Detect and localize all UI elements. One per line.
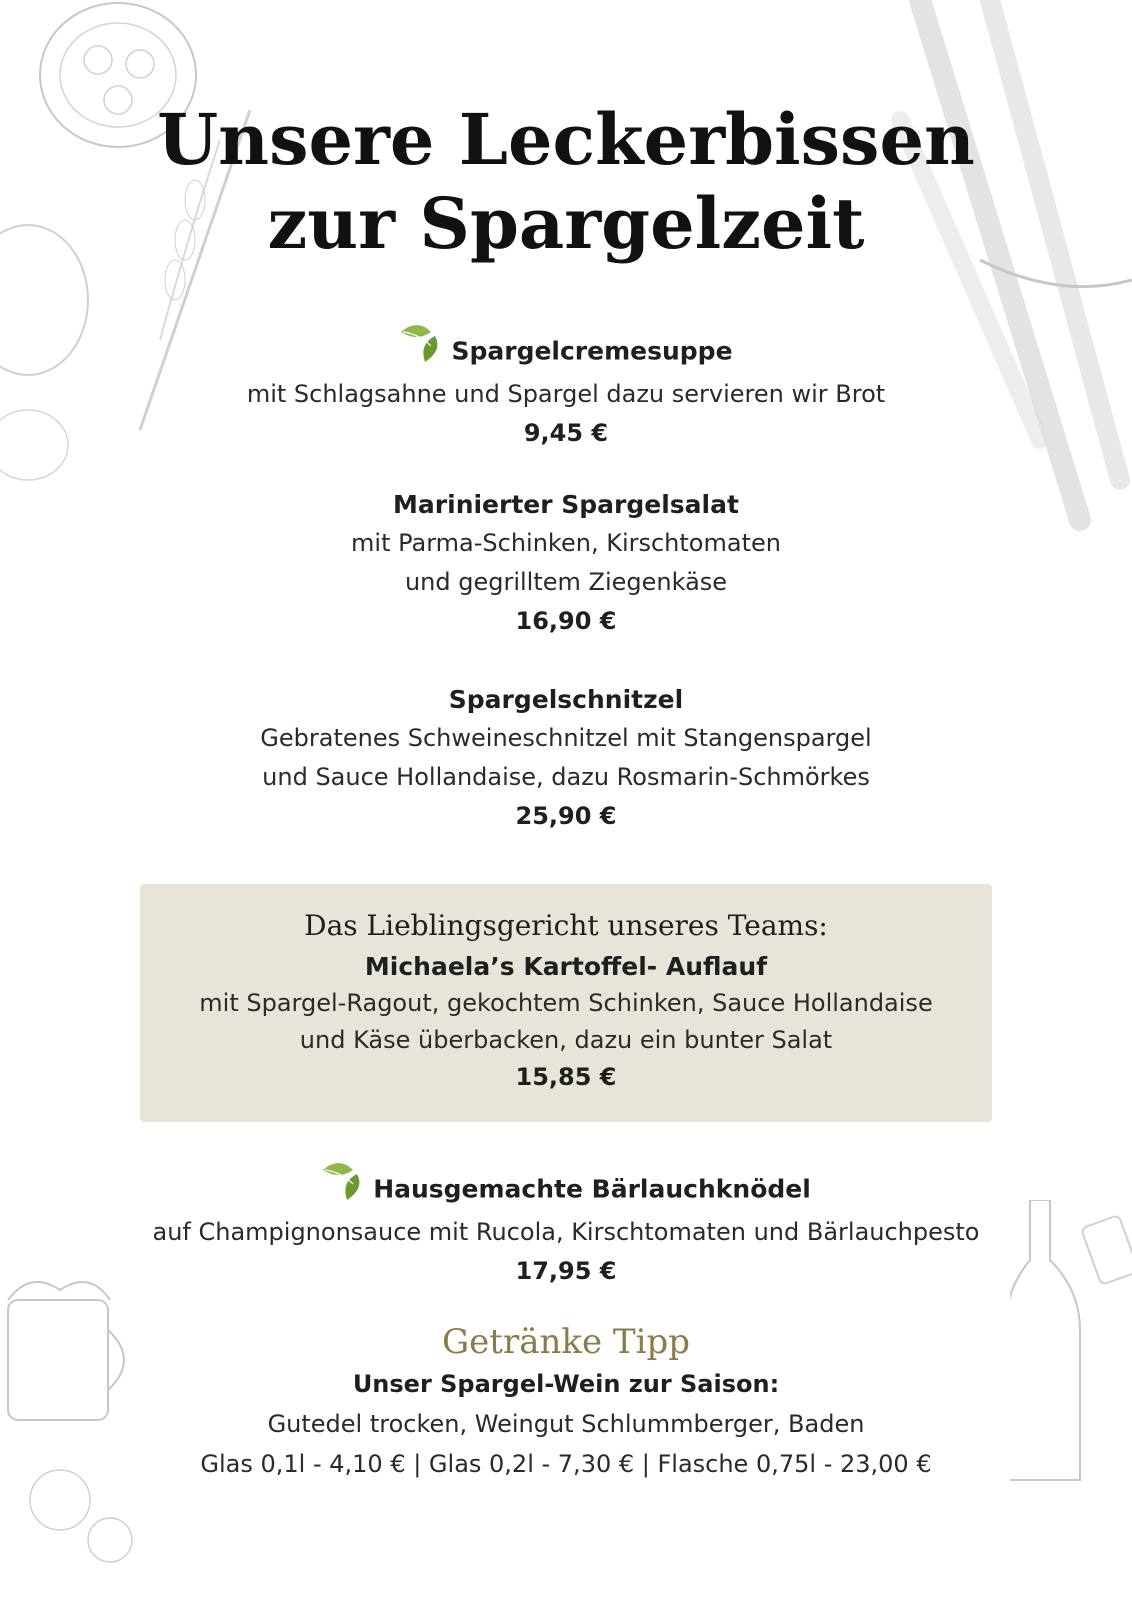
- page-title: [0, 98, 1132, 266]
- menu-item-spargelschnitzel: [0, 680, 1132, 836]
- dish-name: Spargelschnitzel: [448, 685, 684, 714]
- drinks-title: Getränke Tipp: [442, 1322, 690, 1362]
- title-line-2: zur Spargelzeit: [267, 182, 865, 265]
- title-line-1: Unsere Leckerbissen: [157, 98, 975, 181]
- team-favorite-description-line-1: mit Spargel-Ragout, gekochtem Schinken, Sauce Hollandaise: [199, 989, 933, 1017]
- leaf-icon: [321, 1158, 365, 1213]
- team-favorite-box: [140, 884, 992, 1122]
- team-favorite-price: 15,85 €: [515, 1063, 617, 1091]
- menu-item-spargelsalat: [0, 485, 1132, 641]
- menu-item-baerlauchknoedel: [0, 1168, 1132, 1291]
- dish-description: auf Champignonsauce mit Rucola, Kirschtomaten und Bärlauchpesto: [152, 1218, 980, 1246]
- dish-description-line-1: mit Parma-Schinken, Kirschtomaten: [351, 529, 781, 557]
- menu-item-spargelcremesuppe: [0, 330, 1132, 453]
- drinks-subtitle: Unser Spargel-Wein zur Saison:: [352, 1370, 780, 1398]
- team-favorite-name: Michaela’s Kartoffel- Auflauf: [364, 952, 768, 981]
- dish-description-line-2: und gegrilltem Ziegenkäse: [404, 568, 728, 596]
- drinks-section: [0, 1320, 1132, 1484]
- dish-price: 16,90 €: [515, 607, 617, 635]
- dish-name: Hausgemachte Bärlauchknödel: [373, 1174, 811, 1204]
- drinks-wine-description: Gutedel trocken, Weingut Schlummberger, Baden: [267, 1410, 865, 1438]
- dish-price: 17,95 €: [515, 1257, 617, 1285]
- dish-description-line-2: und Sauce Hollandaise, dazu Rosmarin-Schmörkes: [262, 763, 870, 791]
- dish-name: Spargelcremesuppe: [451, 336, 733, 366]
- dish-name: Marinierter Spargelsalat: [393, 490, 739, 519]
- dish-price: 25,90 €: [515, 802, 617, 830]
- team-favorite-description-line-2: und Käse überbacken, dazu ein bunter Salat: [299, 1026, 833, 1054]
- drinks-prices: Glas 0,1l - 4,10 € | Glas 0,2l - 7,30 € | Flasche 0,75l - 23,00 €: [200, 1450, 932, 1478]
- dish-price: 9,45 €: [523, 419, 609, 447]
- team-favorite-heading: Das Lieblingsgericht unseres Teams:: [304, 909, 828, 942]
- dish-description-line-1: Gebratenes Schweineschnitzel mit Stangenspargel: [260, 724, 872, 752]
- dish-description: mit Schlagsahne und Spargel dazu servieren wir Brot: [246, 380, 886, 408]
- leaf-icon: [399, 320, 443, 375]
- asparagus-sketch-icon: [880, 0, 1132, 540]
